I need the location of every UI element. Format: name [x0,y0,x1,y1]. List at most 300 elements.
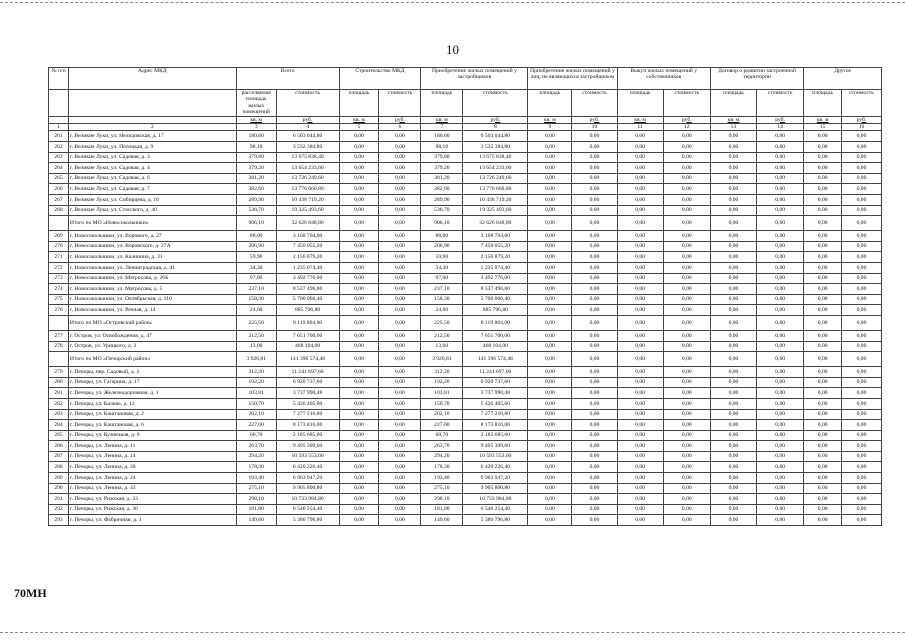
purchase-dev-area-cell: 180,60 [421,131,463,142]
zero-value-cell: 0,00 [528,262,572,273]
construction-area-cell: 0,00 [339,205,379,216]
purchase-dev-area-cell: 237,10 [421,284,463,295]
zero-value-cell: 0,00 [572,409,617,420]
zero-value-cell: 0,00 [710,262,756,273]
row-number: 283 [49,409,69,420]
total-cost-cell: 2 156 879,20 [276,252,339,263]
zero-value-cell: 0,00 [710,420,756,431]
total-cost-cell: 9 905 800,80 [276,483,339,494]
zero-value-cell: 0,00 [617,184,663,195]
row-number: 270 [49,241,69,252]
zero-value-cell: 0,00 [572,441,617,452]
zero-value-cell: 0,00 [617,195,663,206]
zero-value-cell: 0,00 [757,483,804,494]
cost-header: стоимость [572,90,617,117]
total-area-cell: 149,60 [236,515,276,526]
zero-value-cell: 0,00 [528,315,572,330]
construction-cost-cell: 0,00 [379,483,421,494]
zero-value-cell: 0,00 [528,294,572,305]
table-row [49,262,882,273]
zero-value-cell: 0,00 [572,205,617,216]
unit-area: кв. м [617,116,663,123]
purchase-dev-area-cell: 60,70 [421,430,463,441]
construction-area-cell: 0,00 [339,330,379,341]
address-cell: г. Новосокольники, ул. Ленинградская, д. 41 [68,262,236,273]
zero-value-cell: 0,00 [804,462,842,473]
unit-area: кв. м [710,116,756,123]
total-area-cell: 103,81 [236,388,276,399]
total-area-cell: 192,20 [236,377,276,388]
total-cost-cell: 7 651 700,00 [276,330,339,341]
table-row [49,341,882,352]
purchase-dev-area-cell: 149,60 [421,515,463,526]
sub-header-empty [68,90,236,117]
total-area-cell: 237,10 [236,284,276,295]
col-number: 5 [339,124,379,131]
zero-value-cell: 0,00 [617,315,663,330]
purchase-dev-cost-cell: 468 104,00 [463,341,528,352]
construction-cost-cell: 0,00 [379,515,421,526]
zero-value-cell: 0,00 [804,341,842,352]
total-cost-cell: 1 235 074,40 [276,262,339,273]
zero-value-cell: 0,00 [710,330,756,341]
construction-cost-cell: 0,00 [379,398,421,409]
zero-value-cell: 0,00 [804,483,842,494]
construction-cost-cell: 0,00 [379,273,421,284]
construction-area-cell: 0,00 [339,420,379,431]
total-cost-cell: 8 537 496,80 [276,284,339,295]
table-row [49,330,882,341]
purchase-dev-area-cell: 97,00 [421,273,463,284]
address-cell: г. Новосокольники, ул. Октябрьская, д. 110 [68,294,236,305]
zero-value-cell: 0,00 [710,409,756,420]
zero-value-cell: 0,00 [842,483,882,494]
zero-value-cell: 0,00 [710,494,756,505]
zero-value-cell: 0,00 [528,131,572,142]
purchase-dev-cost-cell: 6 546 254,40 [463,504,528,515]
zero-value-cell: 0,00 [663,262,710,273]
zero-value-cell: 0,00 [663,284,710,295]
table-row [49,462,882,473]
construction-cost-cell: 0,00 [379,152,421,163]
address-cell: г. Великие Луки, ул. Нелидовская, д. 17 [68,131,236,142]
purchase-dev-area-cell: 294,20 [421,451,463,462]
zero-value-cell: 0,00 [757,231,804,242]
construction-area-cell: 0,00 [339,305,379,316]
zero-value-cell: 0,00 [842,305,882,316]
address-cell: г. Печоры, пер. Садовый, д. 2 [68,367,236,378]
purchase-dev-area-cell: 103,81 [421,388,463,399]
construction-header: Строительство МКД [339,68,421,90]
purchase-dev-cost-cell: 6 920 737,60 [463,377,528,388]
col-number: 6 [379,124,421,131]
zero-value-cell: 0,00 [842,367,882,378]
purchase-dev-cost-cell: 9 495 309,60 [463,441,528,452]
construction-cost-cell: 0,00 [379,252,421,263]
address-cell: г. Печоры, ул. Железнодорожная, д. 1 [68,388,236,399]
zero-value-cell: 0,00 [617,398,663,409]
construction-area-cell: 0,00 [339,377,379,388]
construction-cost-cell: 0,00 [379,305,421,316]
total-cost-cell: 3 532 384,80 [276,142,339,153]
zero-value-cell: 0,00 [804,388,842,399]
construction-cost-cell: 0,00 [379,451,421,462]
address-cell: г. Печоры, ул. Каштановая, д. 2 [68,409,236,420]
unit-rub: руб. [757,116,804,123]
table-row [49,252,882,263]
area-header: площадь [617,90,663,117]
zero-value-cell: 0,00 [757,504,804,515]
row-number: 284 [49,420,69,431]
purchase-dev-cost-cell: 5 386 796,80 [463,515,528,526]
zero-value-cell: 0,00 [572,142,617,153]
zero-value-cell: 0,00 [528,195,572,206]
zero-value-cell: 0,00 [572,352,617,367]
table-row [49,504,882,515]
unit-area: кв. м [236,116,276,123]
address-cell: г. Печоры, ул. Ленина, д. 11 [68,441,236,452]
zero-value-cell: 0,00 [617,515,663,526]
row-number [49,315,69,330]
zero-value-cell: 0,00 [663,252,710,263]
zero-value-cell: 0,00 [842,462,882,473]
contract-header: Договор о развитии застроенной территории [710,68,803,90]
zero-value-cell: 0,00 [842,451,882,462]
total-area-cell: 181,80 [236,504,276,515]
total-cost-cell: 32 626 848,80 [276,216,339,231]
zero-value-cell: 0,00 [842,388,882,399]
purchase-dev-cost-cell: 2 156 879,20 [463,252,528,263]
construction-area-cell: 0,00 [339,131,379,142]
purchase-dev-area-cell: 178,30 [421,462,463,473]
zero-value-cell: 0,00 [842,473,882,484]
zero-value-cell: 0,00 [528,273,572,284]
zero-value-cell: 0,00 [663,330,710,341]
total-cost-cell: 7 450 055,20 [276,241,339,252]
purchase-dev-area-cell: 34,30 [421,262,463,273]
construction-area-cell: 0,00 [339,441,379,452]
total-cost-cell: 3 492 776,00 [276,273,339,284]
address-cell: г. Остров, ул. Урицкого, д. 3 [68,341,236,352]
zero-value-cell: 0,00 [757,451,804,462]
zero-value-cell: 0,00 [617,131,663,142]
unit-area: кв. м [421,116,463,123]
zero-value-cell: 0,00 [663,483,710,494]
total-cost-cell: 3 168 704,00 [276,231,339,242]
zero-value-cell: 0,00 [842,352,882,367]
zero-value-cell: 0,00 [842,163,882,174]
total-area-cell: 294,20 [236,451,276,462]
zero-value-cell: 0,00 [663,131,710,142]
unit-empty [49,116,69,123]
zero-value-cell: 0,00 [710,241,756,252]
zero-value-cell: 0,00 [804,377,842,388]
construction-area-cell: 0,00 [339,315,379,330]
table-row [49,367,882,378]
zero-value-cell: 0,00 [757,252,804,263]
zero-value-cell: 0,00 [617,252,663,263]
zero-value-cell: 0,00 [710,451,756,462]
zero-value-cell: 0,00 [572,515,617,526]
zero-value-cell: 0,00 [572,252,617,263]
subtotal-label: Итого по МО «Новосокольники» [68,216,236,231]
row-number: 268 [49,205,69,216]
zero-value-cell: 0,00 [617,273,663,284]
total-area-cell: 59,90 [236,252,276,263]
unit-rub: руб. [572,116,617,123]
zero-value-cell: 0,00 [757,315,804,330]
total-area-cell: 34,30 [236,262,276,273]
purchase-dev-area-cell: 202,10 [421,409,463,420]
zero-value-cell: 0,00 [757,284,804,295]
address-cell: г. Новосокольники, ул. Воровского, д. 27А [68,241,236,252]
address-cell: г. Печоры, ул. Фабричная, д. 1 [68,515,236,526]
zero-value-cell: 0,00 [572,216,617,231]
zero-value-cell: 0,00 [710,231,756,242]
purchase-dev-area-cell: 88,00 [421,231,463,242]
zero-value-cell: 0,00 [663,294,710,305]
zero-value-cell: 0,00 [842,241,882,252]
construction-cost-cell: 0,00 [379,142,421,153]
cost-header: стоимость [276,90,339,117]
construction-area-cell: 0,00 [339,367,379,378]
construction-cost-cell: 0,00 [379,315,421,330]
sub-header-empty [49,90,69,117]
page-number: 10 [446,42,459,57]
bottom-scan-border [0,632,905,633]
zero-value-cell: 0,00 [528,388,572,399]
zero-value-cell: 0,00 [572,163,617,174]
purchase-dev-area-cell: 24,60 [421,305,463,316]
zero-value-cell: 0,00 [804,173,842,184]
zero-value-cell: 0,00 [663,173,710,184]
zero-value-cell: 0,00 [663,216,710,231]
address-cell: г. Печоры, ул. Каштановая, д. 6 [68,420,236,431]
zero-value-cell: 0,00 [617,231,663,242]
purchase-dev-area-cell: 193,40 [421,473,463,484]
row-number: 279 [49,367,69,378]
zero-value-cell: 0,00 [663,462,710,473]
table-row [49,420,882,431]
purchase-dev-area-cell: 212,50 [421,330,463,341]
zero-value-cell: 0,00 [842,205,882,216]
total-cost-cell: 10 593 553,60 [276,451,339,462]
zero-value-cell: 0,00 [710,341,756,352]
row-number: 269 [49,231,69,242]
zero-value-cell: 0,00 [572,241,617,252]
table-row [49,377,882,388]
zero-value-cell: 0,00 [528,430,572,441]
purchase-dev-area-cell: 263,70 [421,441,463,452]
zero-value-cell: 0,00 [804,451,842,462]
purchase-dev-cost-cell: 7 651 700,00 [463,330,528,341]
construction-area-cell: 0,00 [339,184,379,195]
zero-value-cell: 0,00 [617,409,663,420]
subtotal-label: Итого по МО «Островский район» [68,315,236,330]
construction-area-cell: 0,00 [339,195,379,206]
zero-value-cell: 0,00 [757,184,804,195]
total-cost-cell: 3 737 990,48 [276,388,339,399]
table-row [49,398,882,409]
footer-code: 70MH [14,586,47,600]
zero-value-cell: 0,00 [528,173,572,184]
zero-value-cell: 0,00 [572,231,617,242]
zero-value-cell: 0,00 [663,504,710,515]
zero-value-cell: 0,00 [663,273,710,284]
zero-value-cell: 0,00 [710,515,756,526]
total-area-cell: 88,00 [236,231,276,242]
purchase-dev-cost-cell: 9 905 800,80 [463,483,528,494]
row-number: 293 [49,515,69,526]
zero-value-cell: 0,00 [757,216,804,231]
address-cell: г. Великие Луки, ул. Стаcского, д. 40 [68,205,236,216]
zero-value-cell: 0,00 [528,205,572,216]
construction-area-cell: 0,00 [339,284,379,295]
col-number: 9 [528,124,572,131]
zero-value-cell: 0,00 [842,494,882,505]
zero-value-cell: 0,00 [842,294,882,305]
construction-cost-cell: 0,00 [379,294,421,305]
zero-value-cell: 0,00 [663,152,710,163]
zero-value-cell: 0,00 [710,388,756,399]
col-number: 16 [842,124,882,131]
total-area-cell: 193,40 [236,473,276,484]
table-row [49,173,882,184]
zero-value-cell: 0,00 [842,262,882,273]
zero-value-cell: 0,00 [842,173,882,184]
zero-value-cell: 0,00 [572,305,617,316]
zero-value-cell: 0,00 [842,273,882,284]
zero-value-cell: 0,00 [617,216,663,231]
purchase-dev-area-cell: 192,20 [421,377,463,388]
zero-value-cell: 0,00 [572,173,617,184]
other-header: Другое [804,68,882,90]
zero-value-cell: 0,00 [757,273,804,284]
zero-value-cell: 0,00 [842,184,882,195]
zero-value-cell: 0,00 [710,473,756,484]
zero-value-cell: 0,00 [663,473,710,484]
purchase-dev-cost-cell: 6 420 226,40 [463,462,528,473]
subtotal-row [49,216,882,231]
register-table [48,67,882,526]
total-cost-cell: 6 963 947,20 [276,473,339,484]
zero-value-cell: 0,00 [842,330,882,341]
construction-area-cell: 0,00 [339,173,379,184]
construction-cost-cell: 0,00 [379,195,421,206]
address-cell: г. Новосокольники, ул. Матросова, д. 5 [68,284,236,295]
address-cell: г. Печоры, ул. Рижская, д. 36 [68,504,236,515]
purchase-dev-cost-cell: 8 537 496,80 [463,284,528,295]
zero-value-cell: 0,00 [572,398,617,409]
construction-area-cell: 0,00 [339,142,379,153]
construction-area-cell: 0,00 [339,430,379,441]
zero-value-cell: 0,00 [804,441,842,452]
purchase-dev-cost-cell: 10 438 719,20 [463,195,528,206]
total-area-cell: 289,90 [236,195,276,206]
purchase-dev-cost-cell: 3 532 384,80 [463,142,528,153]
row-number: 266 [49,184,69,195]
construction-area-cell: 0,00 [339,294,379,305]
construction-area-cell: 0,00 [339,515,379,526]
construction-area-cell: 0,00 [339,462,379,473]
purchase-dev-area-cell: 206,90 [421,241,463,252]
zero-value-cell: 0,00 [757,205,804,216]
zero-value-cell: 0,00 [528,494,572,505]
construction-cost-cell: 0,00 [379,473,421,484]
row-number: 264 [49,163,69,174]
construction-cost-cell: 0,00 [379,367,421,378]
col-number: 3 [236,124,276,131]
row-number: 282 [49,398,69,409]
zero-value-cell: 0,00 [757,462,804,473]
purchase-dev-cost-cell: 8 173 816,00 [463,420,528,431]
zero-value-cell: 0,00 [757,142,804,153]
col-number: 8 [463,124,528,131]
address-cell: г. Печоры, ул. Ленина, д. 43 [68,483,236,494]
zero-value-cell: 0,00 [842,231,882,242]
purchase-dev-area-cell: 536,70 [421,205,463,216]
zero-value-cell: 0,00 [804,367,842,378]
unit-rub: руб. [276,116,339,123]
col-number: 13 [710,124,756,131]
purchase-dev-cost-cell: 5 700 066,40 [463,294,528,305]
row-number: 267 [49,195,69,206]
zero-value-cell: 0,00 [757,330,804,341]
total-cost-cell: 13 776 660,80 [276,184,339,195]
zero-value-cell: 0,00 [757,430,804,441]
area-header: площадь [421,90,463,117]
zero-value-cell: 0,00 [804,231,842,242]
sub-header-row [49,90,882,117]
purchase-dev-area-cell: 298,10 [421,494,463,505]
zero-value-cell: 0,00 [528,341,572,352]
zero-value-cell: 0,00 [710,184,756,195]
cost-header: стоимость [463,90,528,117]
total-header: Всего [236,68,339,90]
total-area-cell: 298,10 [236,494,276,505]
zero-value-cell: 0,00 [572,462,617,473]
zero-value-cell: 0,00 [572,388,617,399]
zero-value-cell: 0,00 [528,377,572,388]
table-row [49,205,882,216]
area-header: площадь [804,90,842,117]
zero-value-cell: 0,00 [757,367,804,378]
zero-value-cell: 0,00 [710,173,756,184]
construction-cost-cell: 0,00 [379,388,421,399]
purchase-dev-cost-cell: 7 450 055,20 [463,241,528,252]
total-area-cell: 178,30 [236,462,276,473]
construction-area-cell: 0,00 [339,241,379,252]
total-cost-cell: 19 325 493,60 [276,205,339,216]
row-number: 263 [49,152,69,163]
zero-value-cell: 0,00 [757,409,804,420]
total-area-cell: 225,50 [236,315,276,330]
col-number: 14 [757,124,804,131]
zero-value-cell: 0,00 [572,184,617,195]
total-area-cell: 158,30 [236,294,276,305]
unit-area: кв. м [339,116,379,123]
zero-value-cell: 0,00 [842,341,882,352]
construction-area-cell: 0,00 [339,352,379,367]
address-cell: г. Печоры, ул. Кузнечная, д. 8 [68,430,236,441]
table-row [49,131,882,142]
zero-value-cell: 0,00 [663,451,710,462]
total-cost-cell: 6 546 254,40 [276,504,339,515]
construction-area-cell: 0,00 [339,152,379,163]
zero-value-cell: 0,00 [617,473,663,484]
table-row [49,195,882,206]
zero-value-cell: 0,00 [617,451,663,462]
